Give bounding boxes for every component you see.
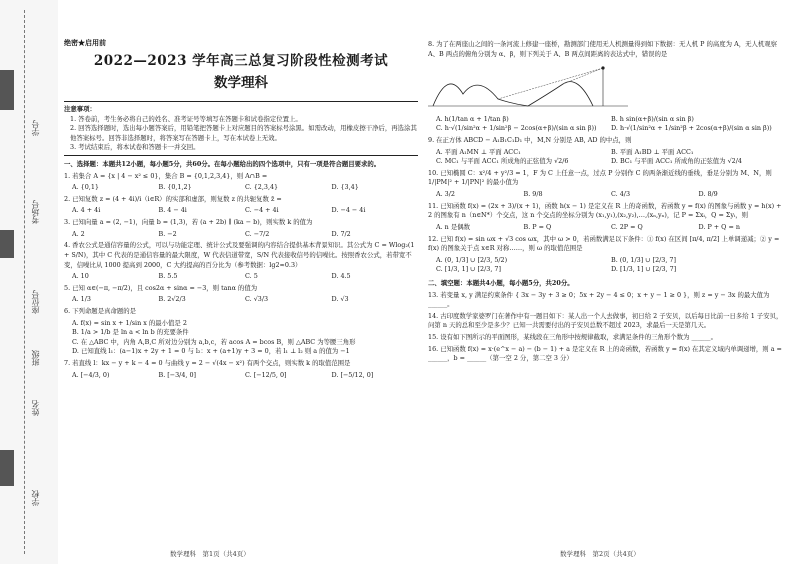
option: A. 1/3 — [72, 295, 91, 304]
question-7: 7. 若直线 l：kx − y + k − 4 = 0 与曲线 y = 2 − √(4x − x²) 有两个交点，则实数 k 的取值范围是 — [64, 359, 351, 368]
section-heading: 二、填空题：本题共4小题，每小题5分，共20分。 — [428, 278, 574, 287]
cut-line — [24, 10, 25, 554]
notice-item: 2. 回答选择题时，选出每小题答案后，用铅笔把答题卡上对应题目的答案标号涂黑。如需改动，用橡皮擦干净后，再选涂其他答案标号。回答非选择题时，将答案写在答题卡上，写在本试卷上无效。 — [70, 124, 417, 142]
option: D. −4 − 4i — [331, 206, 366, 215]
question-6: 6. 下列命题是真命题的是 — [64, 306, 137, 315]
option: C. 在 △ABC 中，内角 A,B,C 所对边分别为 a,b,c，若 acos A = bcos B，则 △ABC 为等腰三角形 — [72, 337, 356, 346]
option: B. h sin(α+β)/(sin α sin β) — [611, 114, 694, 123]
option: C. MC₁ 与平面 ACC₁ 所成角的正弦值为 √2/6 — [436, 157, 569, 166]
question-4: 4. 香农公式是通信容量的公式，可以与功能定理、统计公式及要强调的内容结合提供基本背景知识。其公式为 C = Wlog₂(1 + S/N)，其中 C 代表的是通信容量的最大限度，W 代表信道带宽，S/N 代表接收信号的信噪比。按照香农公式，若带宽不变，信噪比从 1000 提高到 2000，C 大约提高的百分比为（参考数据：lg2≈0.3） — [64, 241, 415, 269]
page-footer: 数学理科 第1页（共4页） — [170, 550, 250, 558]
option: D. 7/2 — [331, 229, 351, 238]
option: D. {3,4} — [331, 183, 359, 192]
option: C. 5 — [245, 272, 258, 281]
section-heading: 一、选择题：本题共12小题，每小题5分，共60分。在每小题给出的四个选项中，只有一项是符合题目要求的。 — [64, 160, 381, 169]
binding-band — [0, 70, 14, 110]
notice-title: 注意事项： — [64, 105, 96, 113]
option: C. h·√(1/sin²α + 1/sin²β − 2cos(α+β)/(sin α sin β)) — [436, 124, 597, 133]
options — [64, 371, 418, 381]
exam-page-2 — [428, 0, 786, 540]
question-16: 16. 已知函数 f(x) = x·(e^x − a) − (b − 1) + a 是定义在 R 上的奇函数，若函数 y = f(x) 在其定义域内单调递增，则 a = ______，b = ______（第一空 2 分，第二空 3 分） — [428, 344, 782, 363]
notice-item: 3. 考试结束后，将本试卷和答题卡一并交回。 — [70, 143, 200, 152]
option: B. [−3/4, 0] — [158, 370, 197, 379]
option: B. −2 — [158, 229, 177, 238]
question-2: 2. 已知复数 z = (4 + 4i)/i（i∈R）的实部和虚部，则复数 z 的共轭复数 z̄ = — [64, 194, 282, 203]
option: D. BC₁ 与平面 ACC₁ 所成角的正弦值为 √2/4 — [611, 157, 742, 166]
exam-subtitle: 数学理科 — [214, 74, 268, 91]
binding-label: 姓名 — [31, 400, 40, 416]
option: C. −7/2 — [245, 229, 270, 238]
option: B. 9/8 — [523, 190, 543, 199]
option: A. h(1/tan α + 1/tan β) — [436, 114, 509, 123]
question-3: 3. 已知向量 a = (2, −1)，向量 b = (1,3)，若 (a + 2b) ∥ (ka − b)，则实数 k 的值为 — [64, 218, 313, 227]
question-13: 13. 若变量 x, y 满足约束条件 { 3x − 3y + 3 ≥ 0；5x + 2y − 4 ≤ 0；x + y − 1 ≥ 0 }，则 z = y − 3x 的最大值为 ______。 — [428, 290, 770, 309]
question-1: 1. 若集合 A = {x | 4 − x² ≤ 0}，集合 B = {0,1,2,3,4}，则 A∩B = — [64, 171, 268, 180]
options — [64, 206, 418, 216]
option: C. 4/3 — [611, 190, 631, 199]
question-9: 9. 在正方体 ABCD − A₁B₁C₁D₁ 中，M,N 分别是 AB, AD 的中点，则 — [428, 136, 632, 145]
option: D. 已知直线 l₁：(a−1)x + 2y + 1 = 0 与 l₂：x + (a+1)y + 3 = 0，若 l₁ ⊥ l₂ 则 a 的值为 −1 — [72, 347, 350, 356]
option: B. 平面 A₁BD ⊥ 平面 ACC₁ — [611, 147, 694, 156]
option: A. [−4/3, 0) — [72, 370, 110, 379]
binding-margin — [0, 0, 58, 564]
exam-title: 2022—2023 学年高三总复习阶段性检测考试 — [93, 52, 389, 69]
option: A. (0, 1/3] ∪ [2/3, 5/2) — [436, 255, 508, 264]
option: B. 4 − 4i — [158, 206, 187, 215]
options — [64, 319, 418, 357]
divider — [64, 101, 418, 102]
option: D. [1/3, 1] ∪ [2/3, 7] — [611, 265, 677, 274]
option: C. [−12/5, 0] — [245, 370, 287, 379]
options — [428, 115, 786, 134]
option: A. 10 — [72, 272, 89, 281]
binding-label: 学号 — [31, 120, 40, 136]
option: B. {0,1,2} — [158, 183, 192, 192]
binding-label: 考场号 — [31, 200, 40, 224]
binding-band — [0, 450, 14, 486]
option: A. f(x) = sin x + 1/sin x 的最小值是 2 — [72, 318, 187, 327]
question-12: 12. 已知 f(x) = sin ωx + √3 cos ωx，其中 ω > 0，若函数满足以下条件：① f(x) 在区间 [π/4, π/2] 上单调递减；② y = f(x) 的图象关于点 x∈R 对称……，则 ω 的取值范围是 — [428, 234, 780, 253]
option: D. √3 — [331, 295, 349, 304]
exam-page-1 — [64, 0, 418, 540]
binding-label: 学校 — [31, 490, 40, 506]
question-10: 10. 已知椭圆 C：x²/4 + y²/3 = 1，F 为 C 上任意一点，过点 P 分别作 C 的两条渐近线的垂线，垂足分别为 M、N，则 1/|PM|² + 1/|PN|² 的最小值为 — [428, 168, 772, 187]
question-8: 8. 为了在两座山之间的一条河流上修建一座桥，勘测部门使用无人机测量得到如下数据：无人机 P 的高度为 A，无人机观察 A、B 两点的俯角分别为 α、β，则下列关于 A、B 两点间距离的表达式中，错误的是 — [428, 40, 778, 58]
option: A. 2 — [72, 229, 85, 238]
option: B. P = Q — [523, 222, 552, 231]
binding-label: 座位号 — [31, 290, 40, 314]
options — [64, 295, 418, 305]
option: C. 2P = Q — [611, 222, 643, 231]
question-15: 15. 设有如下图所示的平面图形，某线段在三角形中按规律截取，求满足条件的三角形个数为 ______。 — [428, 333, 718, 342]
notice-item: 1. 答卷前，考生务必将自己的姓名、准考证号等填写在答题卡和试卷指定位置上。 — [70, 114, 302, 123]
option: D. h·√(1/sin²α + 1/sin²β + 2cos(α+β)/(sin α sin β)) — [611, 124, 772, 133]
binding-band — [0, 230, 14, 258]
options — [64, 183, 418, 193]
options — [428, 148, 786, 167]
options — [428, 223, 786, 233]
option: D. 4.5 — [331, 272, 351, 281]
options — [64, 230, 418, 240]
mountain-figure — [428, 64, 628, 108]
options — [64, 272, 418, 282]
option: A. {0,1} — [72, 183, 99, 192]
option: B. 5.5 — [158, 272, 178, 281]
option: C. [1/3, 1] ∪ [2/3, 7] — [436, 265, 501, 274]
options — [428, 256, 786, 275]
option: A. n 是偶数 — [436, 222, 470, 231]
option: D. [−5/12, 0] — [331, 370, 374, 379]
question-14: 14. 古印度数学家婆罗门在著作中有一题目如下：某人出一个人去做事，初日给 2 子安贝，以后每日比前一日多给 1 子安贝，问第 n 天的总和至少是多少？已知一共需要付出的子安贝总数不超过 2023，求最后一天是第几天。 — [428, 311, 783, 330]
page-footer: 数学理科 第2页（共4页） — [560, 550, 640, 558]
secret-mark: 绝密★启用前 — [64, 38, 106, 47]
option: D. P + Q = n — [698, 222, 740, 231]
notice-block — [64, 105, 418, 153]
option: A. 3/2 — [436, 190, 455, 199]
question-11: 11. 已知函数 f(x) = (2x + 3)/(x + 1)，函数 h(x − 1) 是定义在 R 上的奇函数，若函数 y = f(x) 的图象与函数 y = h(x) + 2 的图象有 n（n∈N*）个交点，这 n 个交点的坐标分别为 (x₁,y₁),(x₂,y₂),…,(xₙ,yₙ)，记 P = Σxᵢ，Q = Σyᵢ，则 — [428, 201, 782, 220]
option: C. √3/3 — [245, 295, 269, 304]
divider — [64, 155, 418, 156]
option: B. (0, 1/3] ∪ [2/3, 7] — [611, 255, 676, 264]
option: B. 2√2/3 — [158, 295, 186, 304]
option: A. 4 + 4i — [72, 206, 101, 215]
option: B. 1/a > 1/b 是 ln a < ln b 的充要条件 — [72, 328, 189, 337]
question-5: 5. 已知 α∈(−π, −π/2)，且 cos2α + sinα = −3，则 tanα 的值为 — [64, 283, 258, 292]
option: A. 平面 A₁MN ⊥ 平面 ACC₁ — [436, 147, 521, 156]
option: D. 8/9 — [698, 190, 718, 199]
option: C. −4 + 4i — [245, 206, 279, 215]
options — [428, 190, 786, 200]
binding-label: 班级 — [31, 350, 40, 366]
option: C. {2,3,4} — [245, 183, 279, 192]
